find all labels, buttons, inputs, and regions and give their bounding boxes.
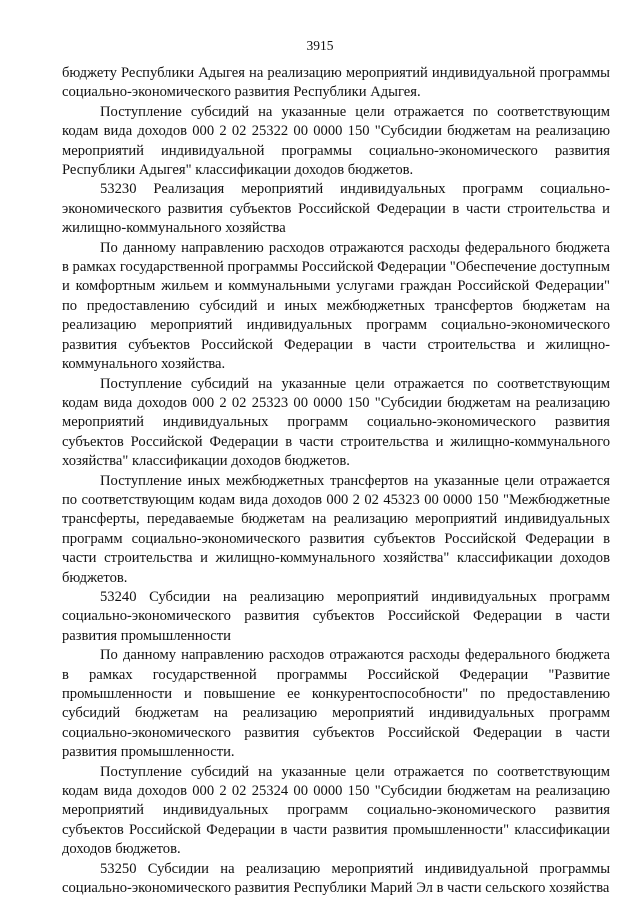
document-body xyxy=(62,64,610,898)
section-heading-53230: 53230 Реализация мероприятий индивидуальных программ социально-экономического развития субъектов Российской Федерации в части строительства и жилищно-коммунального хозяйства xyxy=(62,181,610,237)
paragraph: Поступление субсидий на указанные цели отражается по соответствующим кодам вида доходов 000 2 02 25324 00 0000 150 "Субсидии бюджетам на реализацию мероприятий индивидуальных программ социально-экономического развития субъектов Российской Федерации в части развития промышленности" классификации доходов бюджетов. xyxy=(62,763,610,858)
section-heading-53250: 53250 Субсидии на реализацию мероприятий индивидуальной программы социально-экономического развития Республики Марий Эл в части сельского хозяйства xyxy=(62,860,610,897)
page-number: 3915 xyxy=(306,38,334,53)
paragraph-continuation: бюджету Республики Адыгея на реализацию мероприятий индивидуальной программы социально-экономического развития Республики Адыгея. xyxy=(62,65,610,101)
paragraph: По данному направлению расходов отражаются расходы федерального бюджета в рамках государственной программы Российской Федерации "Развитие промышленности и повышение ее конкурентоспособности" по предоставлению субсидий бюджетам на реализацию мероприятий индивидуальных программ социально-экономического развития субъектов Российской Федерации в части развития промышленности. xyxy=(62,647,610,761)
paragraph: Поступление иных межбюджетных трансфертов на указанные цели отражается по соответствующим кодам вида доходов 000 2 02 45323 00 0000 150 "Межбюджетные трансферты, передаваемые бюджетам на реализацию мероприятий индивидуальных программ социально-экономического развития субъектов Российской Федерации в части строительства и жилищно-коммунального хозяйства" классификации доходов бюджетов. xyxy=(62,472,610,586)
paragraph: Поступление субсидий на указанные цели отражается по соответствующим кодам вида доходов 000 2 02 25322 00 0000 150 "Субсидии бюджетам на реализацию мероприятий индивидуальной программы социально-экономического развития Республики Адыгея" классификации доходов бюджетов. xyxy=(62,103,610,179)
section-heading-53240: 53240 Субсидии на реализацию мероприятий индивидуальных программ социально-экономического развития субъектов Российской Федерации в части развития промышленности xyxy=(62,588,610,644)
paragraph: По данному направлению расходов отражаются расходы федерального бюджета в рамках государственной программы Российской Федерации "Обеспечение доступным и комфортным жильем и коммунальными услугами граждан Российской Федерации" по предоставлению субсидий и иных межбюджетных трансфертов бюджетам на реализацию мероприятий индивидуальных программ социально-экономического развития субъектов Российской Федерации в части строительства и жилищно-коммунального хозяйства. xyxy=(62,239,610,373)
paragraph: Поступление субсидий на указанные цели отражается по соответствующим кодам вида доходов 000 2 02 25323 00 0000 150 "Субсидии бюджетам на реализацию мероприятий индивидуальных программ социально-экономического развития субъектов Российской Федерации в части строительства и жилищно-коммунального хозяйства" классификации доходов бюджетов. xyxy=(62,375,610,470)
